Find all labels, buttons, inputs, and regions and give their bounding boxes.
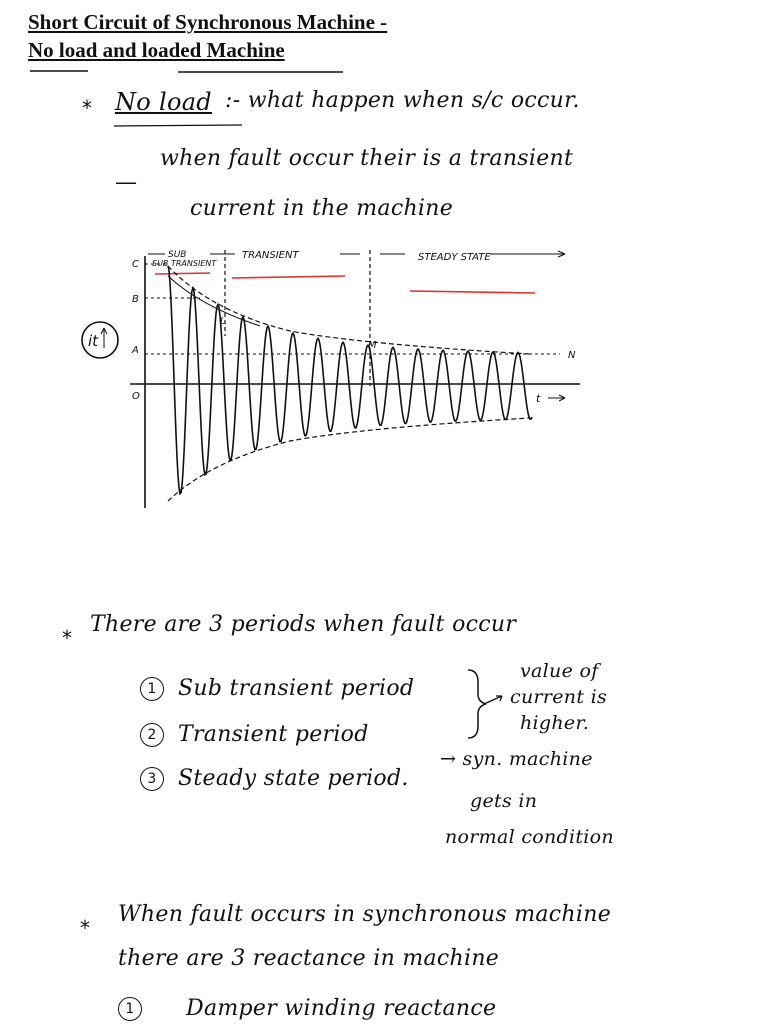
reactance-line2: there are 3 reactance in machine bbox=[118, 946, 500, 971]
label-sub: SUB bbox=[168, 250, 187, 260]
axis-y-label: it bbox=[88, 332, 99, 350]
steady-note-line1: → syn. machine bbox=[440, 748, 593, 770]
point-l: L bbox=[220, 316, 226, 327]
short-circuit-waveform-diagram bbox=[60, 236, 620, 526]
short-circuit-current-wave bbox=[168, 266, 532, 494]
reactance-item-1-num: 1 bbox=[118, 997, 142, 1021]
periods-intro: There are 3 periods when fault occur bbox=[90, 612, 517, 637]
brace-note-line3: higher. bbox=[520, 712, 590, 734]
noload-text: :- what happen when s/c occur. bbox=[225, 88, 580, 113]
noload-double-underline bbox=[112, 122, 252, 132]
periods-bullet: * bbox=[62, 626, 73, 650]
noload-dash: — bbox=[115, 170, 138, 195]
noload-line1: when fault occur their is a transient bbox=[160, 146, 574, 171]
noload-bullet: * bbox=[82, 96, 93, 120]
point-n: N bbox=[568, 350, 576, 361]
title-scribble bbox=[28, 66, 348, 76]
period-item-2 bbox=[140, 722, 369, 747]
period-item-3-num: 3 bbox=[140, 767, 164, 791]
period-item-1 bbox=[140, 676, 414, 701]
reactance-line1: When fault occurs in synchronous machine bbox=[118, 902, 612, 927]
reactance-bullet: * bbox=[80, 916, 91, 940]
steady-note-line2: gets in bbox=[470, 790, 538, 812]
point-c: C bbox=[132, 259, 139, 270]
period-item-1-num: 1 bbox=[140, 677, 164, 701]
page-title-line2: No load and loaded Machine bbox=[28, 38, 285, 62]
label-subtransient: SUB TRANSIENT bbox=[152, 259, 217, 268]
period-item-1-text: Sub transient period bbox=[178, 676, 415, 701]
point-o: O bbox=[132, 391, 140, 402]
steady-note-line3: normal condition bbox=[445, 826, 614, 848]
noload-line2: current in the machine bbox=[190, 196, 454, 221]
point-b: B bbox=[132, 294, 139, 305]
page-title-line1: Short Circuit of Synchronous Machine - bbox=[28, 10, 388, 34]
brace-note-line2: current is bbox=[510, 686, 608, 708]
reactance-item-1-text: Damper winding reactance bbox=[186, 996, 497, 1021]
label-steady-state: STEADY STATE bbox=[418, 252, 491, 263]
period-item-3-text: Steady state period. bbox=[178, 766, 409, 791]
noload-label: No load bbox=[115, 88, 212, 116]
period-brace bbox=[450, 664, 510, 744]
point-a: A bbox=[132, 345, 139, 356]
label-transient: TRANSIENT bbox=[242, 250, 299, 261]
period-item-2-text: Transient period bbox=[178, 722, 369, 747]
brace-note-line1: value of bbox=[520, 660, 599, 682]
point-m: M bbox=[368, 340, 377, 351]
period-item-3 bbox=[140, 766, 409, 791]
period-item-2-num: 2 bbox=[140, 723, 164, 747]
axis-t-label: t bbox=[536, 392, 541, 405]
reactance-item-1 bbox=[118, 996, 496, 1021]
